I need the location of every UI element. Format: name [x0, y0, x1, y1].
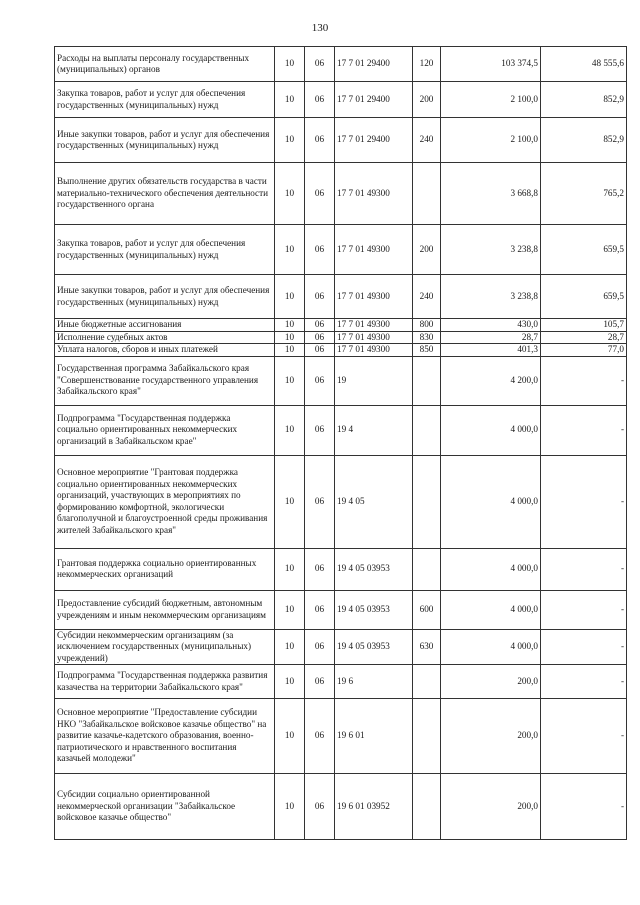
- section-code-cell: 10: [275, 225, 305, 275]
- section-code-cell: 10: [275, 331, 305, 344]
- target-article-cell: 19 4: [335, 405, 413, 455]
- table-row: [55, 356, 627, 405]
- subsection-code-cell: 06: [305, 82, 335, 118]
- amount-executed-cell: 852,9: [541, 82, 627, 118]
- budget-table: [54, 46, 627, 840]
- amount-executed-cell: 659,5: [541, 275, 627, 319]
- amount-approved-cell: 28,7: [441, 331, 541, 344]
- section-code-cell: 10: [275, 47, 305, 82]
- subsection-code-cell: 06: [305, 225, 335, 275]
- expense-type-cell: [413, 774, 441, 840]
- expense-name-cell: Уплата налогов, сборов и иных платежей: [55, 344, 275, 357]
- expense-type-cell: 830: [413, 331, 441, 344]
- section-code-cell: 10: [275, 629, 305, 665]
- expense-type-cell: [413, 665, 441, 699]
- section-code-cell: 10: [275, 455, 305, 548]
- subsection-code-cell: 06: [305, 455, 335, 548]
- subsection-code-cell: 06: [305, 118, 335, 163]
- table-row: [55, 699, 627, 774]
- amount-executed-cell: -: [541, 405, 627, 455]
- target-article-cell: 17 7 01 49300: [335, 275, 413, 319]
- table-row: [55, 665, 627, 699]
- amount-executed-cell: 48 555,6: [541, 47, 627, 82]
- amount-approved-cell: 3 668,8: [441, 163, 541, 225]
- table-row: [55, 319, 627, 332]
- expense-type-cell: [413, 699, 441, 774]
- expense-type-cell: 200: [413, 225, 441, 275]
- amount-approved-cell: 4 000,0: [441, 455, 541, 548]
- section-code-cell: 10: [275, 405, 305, 455]
- table-row: [55, 163, 627, 225]
- amount-executed-cell: 77,0: [541, 344, 627, 357]
- expense-type-cell: 600: [413, 590, 441, 629]
- subsection-code-cell: 06: [305, 405, 335, 455]
- expense-type-cell: 850: [413, 344, 441, 357]
- subsection-code-cell: 06: [305, 275, 335, 319]
- table-row: [55, 629, 627, 665]
- table-row: [55, 590, 627, 629]
- target-article-cell: 19 4 05 03953: [335, 590, 413, 629]
- section-code-cell: 10: [275, 548, 305, 590]
- expense-name-cell: Расходы на выплаты персоналу государственных (муниципальных) органов: [55, 47, 275, 82]
- amount-executed-cell: -: [541, 590, 627, 629]
- amount-approved-cell: 200,0: [441, 774, 541, 840]
- expense-name-cell: Закупка товаров, работ и услуг для обеспечения государственных (муниципальных) нужд: [55, 82, 275, 118]
- target-article-cell: 19 4 05 03953: [335, 548, 413, 590]
- expense-name-cell: Иные закупки товаров, работ и услуг для обеспечения государственных (муниципальных) нужд: [55, 118, 275, 163]
- expense-name-cell: Подпрограмма "Государственная поддержка развития казачества на территории Забайкальского края": [55, 665, 275, 699]
- expense-name-cell: Субсидии некоммерческим организациям (за исключением государственных (муниципальных) учреждений): [55, 629, 275, 665]
- section-code-cell: 10: [275, 590, 305, 629]
- amount-executed-cell: 659,5: [541, 225, 627, 275]
- target-article-cell: 17 7 01 29400: [335, 47, 413, 82]
- target-article-cell: 17 7 01 49300: [335, 319, 413, 332]
- expense-type-cell: 200: [413, 82, 441, 118]
- table-row: [55, 47, 627, 82]
- subsection-code-cell: 06: [305, 665, 335, 699]
- subsection-code-cell: 06: [305, 774, 335, 840]
- target-article-cell: 19 6 01 03952: [335, 774, 413, 840]
- amount-executed-cell: 105,7: [541, 319, 627, 332]
- subsection-code-cell: 06: [305, 331, 335, 344]
- table-row: [55, 405, 627, 455]
- target-article-cell: 17 7 01 49300: [335, 163, 413, 225]
- budget-table-body: [55, 47, 627, 840]
- amount-executed-cell: -: [541, 699, 627, 774]
- target-article-cell: 19 4 05 03953: [335, 629, 413, 665]
- expense-name-cell: Иные закупки товаров, работ и услуг для обеспечения государственных (муниципальных) нужд: [55, 275, 275, 319]
- amount-executed-cell: 765,2: [541, 163, 627, 225]
- amount-executed-cell: 28,7: [541, 331, 627, 344]
- amount-approved-cell: 2 100,0: [441, 118, 541, 163]
- amount-executed-cell: -: [541, 548, 627, 590]
- section-code-cell: 10: [275, 699, 305, 774]
- subsection-code-cell: 06: [305, 319, 335, 332]
- amount-executed-cell: 852,9: [541, 118, 627, 163]
- table-row: [55, 118, 627, 163]
- subsection-code-cell: 06: [305, 699, 335, 774]
- expense-name-cell: Выполнение других обязательств государства в части материально-технического обеспечения деятельности государственного органа: [55, 163, 275, 225]
- expense-name-cell: Закупка товаров, работ и услуг для обеспечения государственных (муниципальных) нужд: [55, 225, 275, 275]
- subsection-code-cell: 06: [305, 344, 335, 357]
- expense-name-cell: Основное мероприятие "Грантовая поддержка социально ориентированных некоммерческих организаций, участвующих в мероприятиях по формированию комфортной, экологически благополучной и благоустроенной среды проживания жителей Забайкальского края": [55, 455, 275, 548]
- subsection-code-cell: 06: [305, 47, 335, 82]
- amount-approved-cell: 200,0: [441, 699, 541, 774]
- amount-approved-cell: 4 000,0: [441, 548, 541, 590]
- amount-executed-cell: -: [541, 629, 627, 665]
- expense-type-cell: 630: [413, 629, 441, 665]
- amount-approved-cell: 2 100,0: [441, 82, 541, 118]
- target-article-cell: 17 7 01 49300: [335, 344, 413, 357]
- expense-name-cell: Основное мероприятие "Предоставление субсидии НКО "Забайкальское войсковое казачье общество" на развитие казачье-кадетского образования, военно-патриотического и нравственного воспитания казачьей молодежи": [55, 699, 275, 774]
- amount-executed-cell: -: [541, 356, 627, 405]
- table-row: [55, 548, 627, 590]
- subsection-code-cell: 06: [305, 590, 335, 629]
- amount-approved-cell: 430,0: [441, 319, 541, 332]
- table-row: [55, 225, 627, 275]
- table-row: [55, 455, 627, 548]
- expense-name-cell: Иные бюджетные ассигнования: [55, 319, 275, 332]
- expense-type-cell: [413, 405, 441, 455]
- section-code-cell: 10: [275, 665, 305, 699]
- target-article-cell: 19 6: [335, 665, 413, 699]
- page-number: 130: [311, 22, 329, 34]
- table-row: [55, 331, 627, 344]
- section-code-cell: 10: [275, 82, 305, 118]
- section-code-cell: 10: [275, 118, 305, 163]
- section-code-cell: 10: [275, 774, 305, 840]
- section-code-cell: 10: [275, 344, 305, 357]
- expense-name-cell: Грантовая поддержка социально ориентированных некоммерческих организаций: [55, 548, 275, 590]
- expense-type-cell: [413, 163, 441, 225]
- table-row: [55, 275, 627, 319]
- amount-approved-cell: 3 238,8: [441, 225, 541, 275]
- amount-executed-cell: -: [541, 665, 627, 699]
- expense-type-cell: 120: [413, 47, 441, 82]
- amount-approved-cell: 4 000,0: [441, 629, 541, 665]
- amount-approved-cell: 200,0: [441, 665, 541, 699]
- target-article-cell: 17 7 01 29400: [335, 82, 413, 118]
- table-row: [55, 774, 627, 840]
- subsection-code-cell: 06: [305, 548, 335, 590]
- amount-executed-cell: -: [541, 774, 627, 840]
- target-article-cell: 19: [335, 356, 413, 405]
- amount-approved-cell: 4 000,0: [441, 590, 541, 629]
- target-article-cell: 17 7 01 29400: [335, 118, 413, 163]
- section-code-cell: 10: [275, 163, 305, 225]
- section-code-cell: 10: [275, 356, 305, 405]
- amount-approved-cell: 4 000,0: [441, 405, 541, 455]
- target-article-cell: 17 7 01 49300: [335, 225, 413, 275]
- table-row: [55, 344, 627, 357]
- subsection-code-cell: 06: [305, 163, 335, 225]
- section-code-cell: 10: [275, 275, 305, 319]
- expense-type-cell: [413, 356, 441, 405]
- expense-type-cell: [413, 455, 441, 548]
- amount-approved-cell: 4 200,0: [441, 356, 541, 405]
- amount-approved-cell: 3 238,8: [441, 275, 541, 319]
- amount-approved-cell: 401,3: [441, 344, 541, 357]
- expense-type-cell: 240: [413, 275, 441, 319]
- subsection-code-cell: 06: [305, 356, 335, 405]
- expense-type-cell: 240: [413, 118, 441, 163]
- expense-name-cell: Субсидии социально ориентированной некоммерческой организации "Забайкальское войсковое казачье общество": [55, 774, 275, 840]
- expense-name-cell: Подпрограмма "Государственная поддержка социально ориентированных некоммерческих организаций в Забайкальском крае": [55, 405, 275, 455]
- amount-approved-cell: 103 374,5: [441, 47, 541, 82]
- target-article-cell: 17 7 01 49300: [335, 331, 413, 344]
- section-code-cell: 10: [275, 319, 305, 332]
- expense-name-cell: Исполнение судебных актов: [55, 331, 275, 344]
- table-row: [55, 82, 627, 118]
- expense-name-cell: Государственная программа Забайкальского края "Совершенствование государственного управления Забайкальского края": [55, 356, 275, 405]
- expense-name-cell: Предоставление субсидий бюджетным, автономным учреждениям и иным некоммерческим организациям: [55, 590, 275, 629]
- target-article-cell: 19 6 01: [335, 699, 413, 774]
- amount-executed-cell: -: [541, 455, 627, 548]
- expense-type-cell: [413, 548, 441, 590]
- target-article-cell: 19 4 05: [335, 455, 413, 548]
- expense-type-cell: 800: [413, 319, 441, 332]
- subsection-code-cell: 06: [305, 629, 335, 665]
